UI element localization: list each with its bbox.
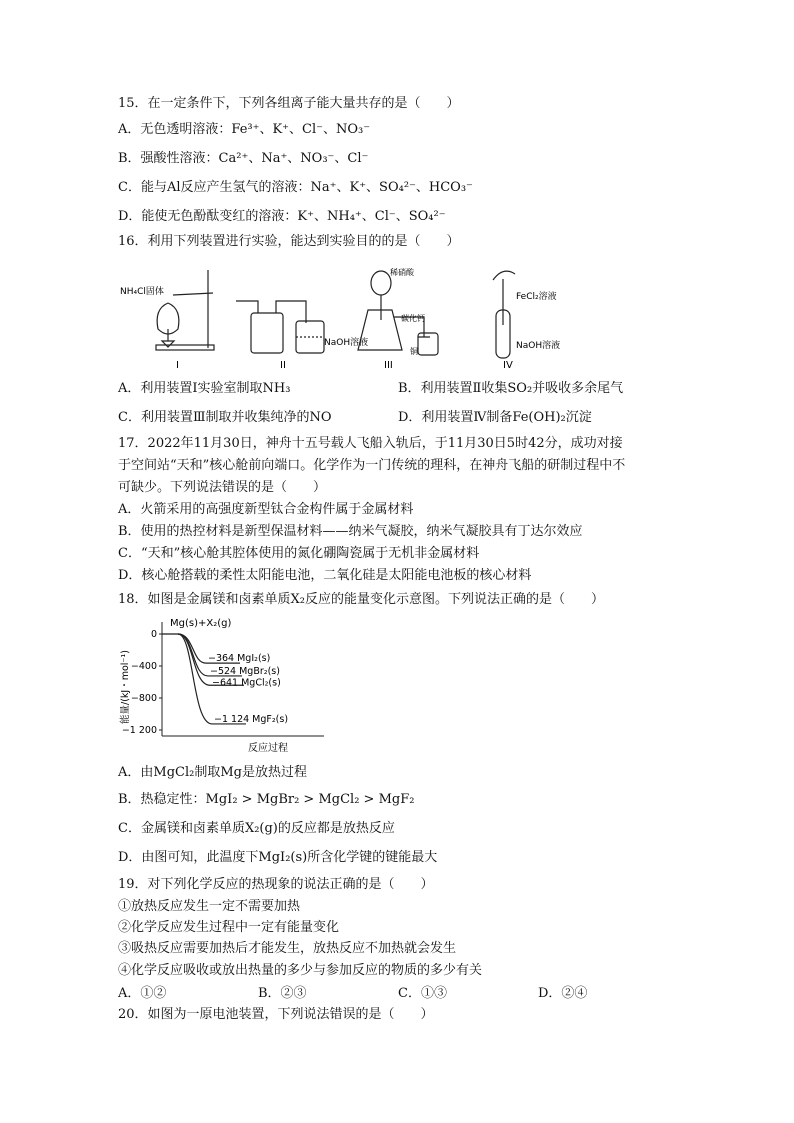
q17-option-d: D．核心舱搭载的柔性太阳能电池，二氧化硅是太阳能电池板的核心材料 [118,568,532,583]
y-tick-label: −800 [130,693,157,704]
separatory-funnel [371,271,391,295]
collection-tube [418,333,438,355]
label-iv: IV [503,360,513,371]
q16-option-d: D．利用装置Ⅳ制备Fe(OH)₂沉淀 [398,410,592,425]
q19-stem: 19．对下列化学反应的热现象的说法正确的是（ ） [118,877,434,892]
q17-option-a: A．火箭采用的高强度新型钛合金构件属于金属材料 [118,502,414,517]
y-tick-label: −400 [130,661,157,672]
label-fecl2: FeCl₂溶液 [516,292,557,302]
y-tick-label: −1 200 [121,725,157,736]
label-naoh2: NaOH溶液 [516,341,561,351]
q19-option-d: D．②④ [538,986,588,1001]
stand-base [156,345,214,350]
q19-statement-3: ③吸热反应需要加热后才能发生，放热反应不加热就会发生 [118,941,457,956]
q17-option-b: B．使用的热控材料是新型保温材料——纳米气凝胶，纳米气凝胶具有丁达尔效应 [118,524,583,539]
burner [162,341,174,347]
q16-option-b: B．利用装置Ⅱ收集SO₂并吸收多余尾气 [398,381,624,396]
q16-stem: 16．利用下列装置进行实验，能达到实验目的的是（ ） [118,234,460,249]
q19-statement-2: ②化学反应发生过程中一定有能量变化 [118,920,340,935]
q15-option-a: A．无色透明溶液：Fe³⁺、K⁺、Cl⁻、NO₃⁻ [118,122,371,137]
energy-label-1: −364 MgI₂(s) [208,653,271,665]
energy-label-2: −524 MgBr₂(s) [210,665,280,677]
energy-diagram-chart [116,614,326,756]
q15-option-d: D．能使无色酚酞变红的溶液：K⁺、NH₄⁺、Cl⁻、SO₄²⁻ [118,209,446,224]
energy-label-3: −641 MgCl₂(s) [212,677,281,689]
q15-stem: 15．在一定条件下，下列各组离子能大量共存的是（ ） [118,96,460,111]
q19-statement-1: ①放热反应发生一定不需要加热 [118,899,301,914]
q17-option-c: C．“天和”核心舱其腔体使用的氮化硼陶瓷属于无机非金属材料 [118,546,480,561]
q18-option-d: D．由图可知，此温度下MgI₂(s)所含化学键的键能最大 [118,850,438,865]
x-axis-label: 反应过程 [248,743,288,754]
label-carbonate: 碳化钙 [401,314,425,323]
q16-option-c: C．利用装置Ⅲ制取并收集纯净的NO [118,410,332,425]
q17-stem-3: 可缺少。下列说法错误的是（ ） [118,480,327,495]
y-tick-label: 0 [150,629,157,640]
q16-option-a: A．利用装置Ⅰ实验室制取NH₃ [118,381,291,396]
label-iii: III [384,360,393,371]
label-ii: II [280,360,286,371]
q19-option-a: A．①② [118,986,167,1001]
q18-option-c: C．金属镁和卤素单质X₂(g)的反应都是放热反应 [118,821,395,836]
q15-option-b: B．强酸性溶液：Ca²⁺、Na⁺、NO₃⁻、Cl⁻ [118,151,369,166]
label-naoh: NaOH溶液 [324,338,369,348]
top-label: Mg(s)+X₂(g) [170,618,232,629]
q18-stem: 18．如图是金属镁和卤素单质X₂反应的能量变化示意图。下列说法正确的是（ ） [118,592,605,607]
q18-option-b: B．热稳定性：MgI₂ > MgBr₂ > MgCl₂ > MgF₂ [118,792,415,807]
gas-bottle [251,313,283,353]
q17-stem-1: 17．2022年11月30日，神舟十五号载人飞船入轨后，于11月30日5时42分，成功对接 [118,436,623,451]
energy-label-4: −1 124 MgF₂(s) [214,713,289,725]
q15-option-c: C．能与Al反应产生氢气的溶液：Na⁺、K⁺、SO₄²⁻、HCO₃⁻ [118,180,473,195]
q18-option-a: A．由MgCl₂制取Mg是放热过程 [118,765,307,780]
q20-stem: 20．如图为一原电池装置，下列说法错误的是（ ） [118,1007,434,1022]
label-i: I [176,360,179,371]
label-cu: 铜 [410,347,418,356]
q19-option-b: B．②③ [258,986,307,1001]
q16-apparatus-figure [118,255,578,373]
label-nh4cl: NH₄Cl固体 [120,287,164,297]
hand [493,271,515,280]
q19-option-c: C．①③ [398,986,447,1001]
y-axis-label: 能量/(kJ・mol⁻¹) [120,650,131,724]
q17-stem-2: 于空间站“天和”核心舱前向端口。化学作为一门传统的理科，在神舟飞船的研制过程中不 [118,458,626,473]
q19-statement-4: ④化学反应吸收或放出热量的多少与参加反应的物质的多少有关 [118,963,483,978]
label-acid: 稀硝酸 [390,268,414,277]
